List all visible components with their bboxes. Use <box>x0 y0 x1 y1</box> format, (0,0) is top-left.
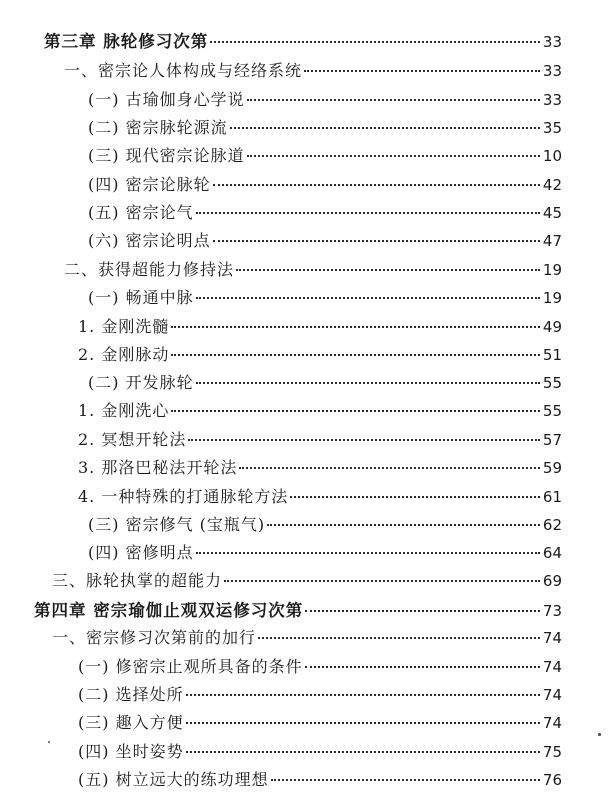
leader-dots <box>186 722 540 724</box>
toc-entry <box>78 739 562 767</box>
leader-dots <box>305 610 540 612</box>
toc-entry-title: (四) 坐时姿势 <box>78 742 184 761</box>
toc-entry <box>78 484 562 512</box>
toc-entry-page: 64 <box>542 544 562 562</box>
toc-entry-title: (四) 密修明点 <box>88 543 194 562</box>
leader-dots <box>224 580 540 582</box>
toc-entry-title: 一、密宗论人体构成与经络系统 <box>64 61 303 80</box>
toc-entry <box>78 710 562 738</box>
leader-dots <box>258 637 540 639</box>
toc-entry-page: 69 <box>542 572 562 590</box>
toc-entry <box>78 398 562 426</box>
toc-entry-page: 19 <box>542 289 562 307</box>
toc-entry-title: 2. 金刚脉动 <box>78 345 170 364</box>
toc-entry <box>78 314 562 342</box>
toc-entry-page: 33 <box>542 91 562 109</box>
toc-entry-page: 35 <box>542 119 562 137</box>
toc-entry-page: 57 <box>542 431 562 449</box>
toc-entry <box>88 285 562 313</box>
toc-entry-page: 73 <box>542 602 562 620</box>
toc-entry-title: 一、密宗修习次第前的加行 <box>52 628 257 647</box>
toc-entry-title: 第四章 密宗瑜伽止观双运修习次第 <box>34 601 304 620</box>
leader-dots <box>213 240 540 242</box>
toc-entry-page: 10 <box>542 147 562 165</box>
toc-entry <box>88 228 562 256</box>
toc-entry-page: 75 <box>542 743 562 761</box>
leader-dots <box>171 410 540 412</box>
toc-entry-title: (六) 密宗论明点 <box>88 231 211 250</box>
scan-speck <box>48 741 50 743</box>
toc-entry-title: (一) 古瑜伽身心学说 <box>88 90 245 109</box>
toc-entry-page: 74 <box>542 714 562 732</box>
toc-entry-title: (二) 密宗脉轮源流 <box>88 118 228 137</box>
leader-dots <box>236 269 540 271</box>
toc-entry-page: 61 <box>542 488 562 506</box>
toc-entry-title: (一) 畅通中脉 <box>88 288 194 307</box>
toc-entry <box>88 200 562 228</box>
leader-dots <box>188 439 540 441</box>
toc-entry-title: 2. 冥想开轮法 <box>78 430 187 449</box>
toc-entry <box>88 512 562 540</box>
toc-entry <box>78 654 562 682</box>
leader-dots <box>305 666 540 668</box>
scan-speck <box>598 733 601 736</box>
toc-entry-page: 19 <box>542 261 562 279</box>
leader-dots <box>213 184 540 186</box>
toc-entry-title: (二) 开发脉轮 <box>88 373 194 392</box>
leader-dots <box>171 326 540 328</box>
toc-entry-title: (三) 现代密宗论脉道 <box>88 146 245 165</box>
leader-dots <box>196 382 540 384</box>
toc-entry <box>52 625 562 653</box>
toc-entry <box>78 342 562 370</box>
toc-entry-title: (五) 密宗论气 <box>88 203 194 222</box>
toc-entry <box>88 172 562 200</box>
leader-dots <box>230 127 540 129</box>
toc-entry <box>88 370 562 398</box>
toc-entry-page: 42 <box>542 176 562 194</box>
toc-entry <box>34 597 562 625</box>
toc-entry <box>78 682 562 710</box>
leader-dots <box>186 694 540 696</box>
toc-entry-title: 1. 金刚洗髓 <box>78 317 170 336</box>
toc-entry-title: 3. 那洛巴秘法开轮法 <box>78 458 238 477</box>
toc-entry-title: (一) 修密宗止观所具备的条件 <box>78 657 303 676</box>
toc-entry-page: 55 <box>542 374 562 392</box>
leader-dots <box>239 467 540 469</box>
toc-entry <box>64 58 562 86</box>
toc-entry-page: 45 <box>542 204 562 222</box>
leader-dots <box>210 41 540 43</box>
toc-entry-page: 49 <box>542 318 562 336</box>
leader-dots <box>304 70 540 72</box>
toc-entry-page: 62 <box>542 516 562 534</box>
toc-entry <box>88 540 562 568</box>
toc-entry-page: 55 <box>542 402 562 420</box>
toc-entry <box>88 143 562 171</box>
leader-dots <box>196 552 540 554</box>
leader-dots <box>171 354 540 356</box>
toc-entry <box>64 257 562 285</box>
toc-entry <box>88 87 562 115</box>
toc-entry-page: 74 <box>542 658 562 676</box>
toc-entry <box>88 115 562 143</box>
toc-entry <box>78 455 562 483</box>
toc-entry-page: 51 <box>542 346 562 364</box>
toc-entry-title: (三) 密宗修气 (宝瓶气) <box>88 515 266 534</box>
leader-dots <box>247 99 540 101</box>
toc-entry-title: (四) 密宗论脉轮 <box>88 175 211 194</box>
toc-entry <box>52 568 562 596</box>
toc-entry-page: 59 <box>542 459 562 477</box>
toc-entry-page: 76 <box>542 771 562 789</box>
toc-entry-title: 二、获得超能力修持法 <box>64 260 235 279</box>
toc-entry-page: 74 <box>542 686 562 704</box>
toc-entry-page: 74 <box>542 629 562 647</box>
toc-entry-page: 33 <box>542 62 562 80</box>
toc-entry-title: 1. 金刚洗心 <box>78 401 170 420</box>
toc-entry <box>78 767 562 795</box>
leader-dots <box>247 155 540 157</box>
toc-entry-page: 33 <box>542 33 562 51</box>
toc-entry-title: 三、脉轮执掌的超能力 <box>52 571 223 590</box>
leader-dots <box>267 524 540 526</box>
leader-dots <box>186 751 540 753</box>
toc-entry-page: 47 <box>542 232 562 250</box>
leader-dots <box>196 212 540 214</box>
toc-entry-title: (二) 选择处所 <box>78 685 184 704</box>
toc-entry-title: 4. 一种特殊的打通脉轮方法 <box>78 487 289 506</box>
toc-entry <box>78 427 562 455</box>
leader-dots <box>196 297 540 299</box>
toc-entry <box>44 28 562 56</box>
toc-entry-title: (三) 趣入方便 <box>78 713 184 732</box>
leader-dots <box>290 496 540 498</box>
toc-entry-title: (五) 树立远大的练功理想 <box>78 770 269 789</box>
toc-entry-title: 第三章 脉轮修习次第 <box>44 32 209 51</box>
leader-dots <box>271 779 540 781</box>
